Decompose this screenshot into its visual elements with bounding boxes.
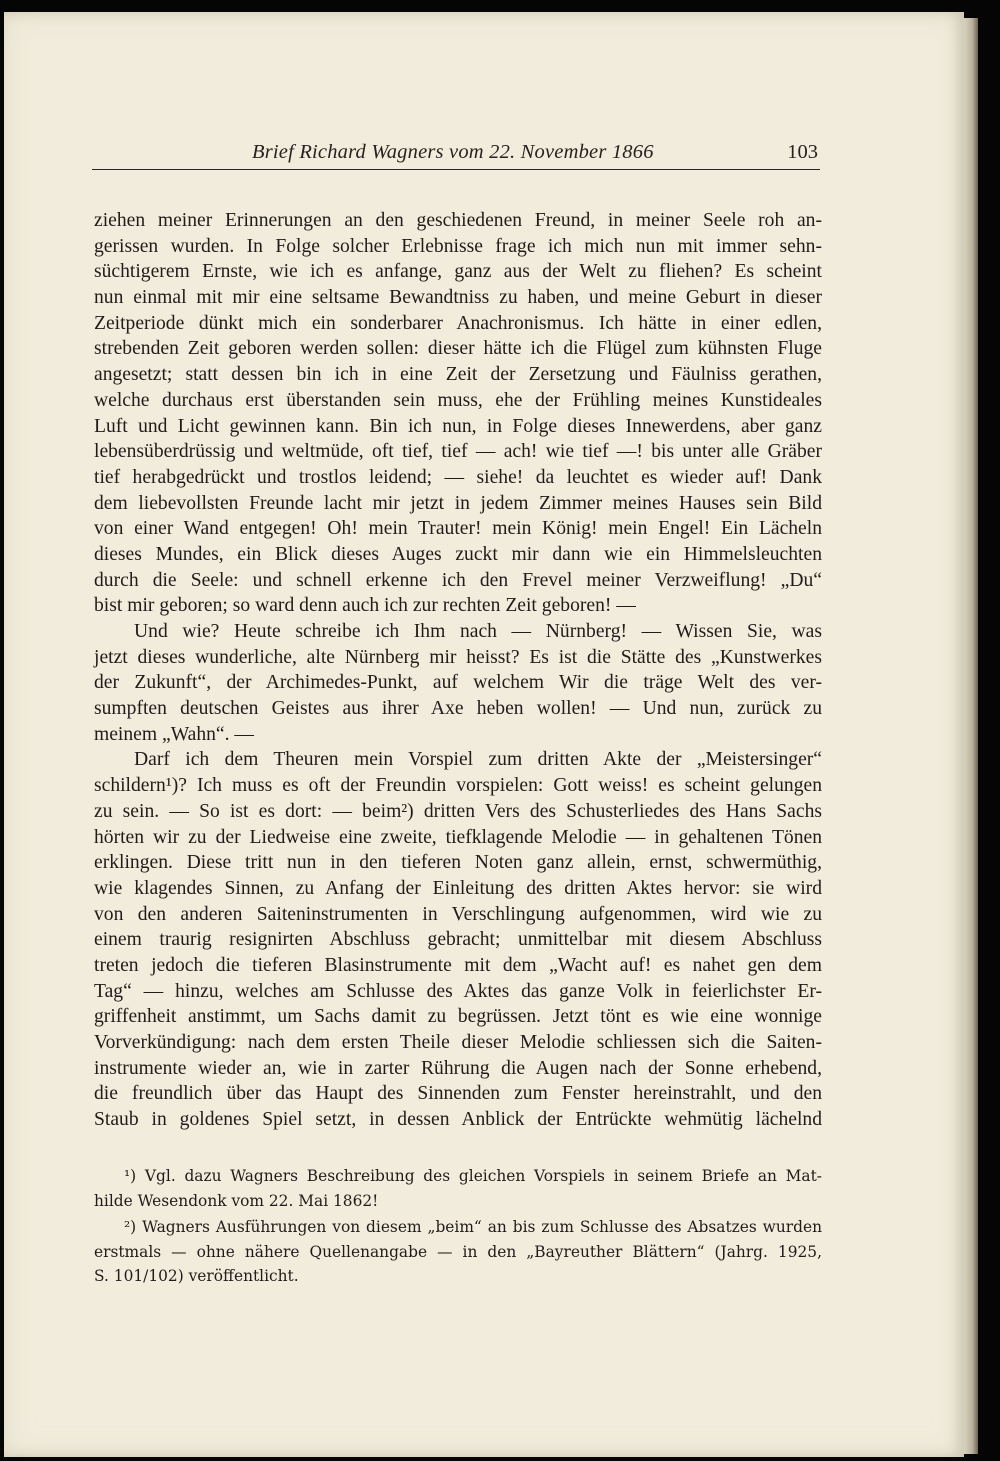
- text-line: ziehen meiner Erinnerungen an den geschiedenen Freund, in meiner Seele roh an-: [94, 210, 822, 231]
- text-line: Darf ich dem Theuren mein Vorspiel zum dritten Akte der „Meistersinger“: [134, 749, 822, 771]
- text-line: instrumente wieder an, wie in zarter Rührung die Augen nach der Sonne erhebend,: [94, 1057, 822, 1079]
- text-line: angesetzt; statt dessen bin ich in eine Zeit der Zersetzung und Fäulniss gerathen,: [94, 364, 822, 386]
- text-line: tief herabgedrückt und trostlos leidend; — siehe! da leuchtet es wieder auf! Dank: [94, 466, 822, 488]
- footnote-line: hilde Wesendonk vom 22. Mai 1862!: [94, 1191, 379, 1210]
- text-line: Tag“ — hinzu, welches am Schlusse des Aktes das ganze Volk in feierlichster Er-: [94, 980, 822, 1002]
- text-line: der Zukunft“, der Archimedes-Punkt, auf welchem Wir die träge Welt des ver-: [94, 672, 822, 694]
- text-line: lebensüberdrüssig und weltmüde, oft tief, tief — ach! wie tief —! bis unter alle Gräber: [94, 441, 822, 463]
- page-edge: [964, 18, 978, 1454]
- text-line: Zeitperiode dünkt mich ein sonderbarer Anachronismus. Ich hätte in einer edlen,: [94, 312, 822, 334]
- page-number: 103: [787, 141, 818, 163]
- text-line: durch die Seele: und schnell erkenne ich den Frevel meiner Verzweiflung! „Du“: [94, 569, 822, 591]
- text-line: hörten wir zu der Liedweise eine zweite, tiefklagende Melodie — in gehaltenen Tönen: [94, 826, 822, 848]
- text-line: sumpften deutschen Geistes aus ihrer Axe heben wollen! — Und nun, zurück zu: [94, 698, 822, 720]
- footnotes: [94, 1164, 822, 1289]
- text-line: Staub in goldenes Spiel setzt, in dessen Anblick der Entrückte wehmütig lächelnd: [94, 1109, 822, 1131]
- text-line: griffenheit anstimmt, um Sachs damit zu begrüssen. Jetzt tönt es wie eine wonnige: [94, 1006, 822, 1028]
- running-head: [92, 139, 820, 170]
- text-line: Vorverkündigung: nach dem ersten Theile dieser Melodie schliessen sich die Saiten-: [94, 1032, 822, 1053]
- body-text: [94, 208, 822, 1133]
- footnote-line: S. 101/102) veröffentlicht.: [94, 1267, 299, 1285]
- text-line: welche durchaus erst überstanden sein muss, ehe der Frühling meines Kunstideales: [94, 389, 822, 411]
- text-line: nun einmal mit mir eine seltsame Bewandtniss zu haben, und meine Geburt in dieser: [94, 287, 822, 309]
- text-line: gerissen wurden. In Folge solcher Erlebnisse frage ich mich nun mit immer sehn-: [94, 235, 822, 257]
- text-line: süchtigerem Ernste, wie ich es anfange, ganz aus der Welt zu fliehen? Es scheint: [94, 261, 822, 283]
- text-line: jetzt dieses wunderliche, alte Nürnberg mir heisst? Es ist die Stätte des „Kunstwerkes: [94, 646, 822, 668]
- text-line: meinem „Wahn“. —: [94, 723, 255, 745]
- text-line: strebenden Zeit geboren werden sollen: dieser hätte ich die Flügel zum kühnsten Fluge: [94, 338, 822, 360]
- footnote-line: ¹) Vgl. dazu Wagners Beschreibung des gleichen Vorspiels in seinem Briefe an Mat-: [124, 1167, 822, 1185]
- running-title: Brief Richard Wagners vom 22. November 1866: [252, 141, 654, 163]
- book-page: [4, 12, 964, 1457]
- text-line: schildern¹)? Ich muss es oft der Freundin vorspielen: Gott weiss! es scheint gelungen: [94, 775, 822, 797]
- text-line: Und wie? Heute schreibe ich Ihm nach — Nürnberg! — Wissen Sie, was: [134, 621, 822, 642]
- text-line: erklingen. Diese tritt nun in den tieferen Noten ganz allein, ernst, schwermüthig,: [94, 852, 822, 874]
- text-line: von den anderen Saiteninstrumenten in Verschlingung aufgenommen, wird wie zu: [94, 903, 822, 925]
- text-line: bist mir geboren; so ward denn auch ich zur rechten Zeit geboren! —: [94, 595, 636, 617]
- text-line: Luft und Licht gewinnen kann. Bin ich nun, in Folge dieses Innewerdens, aber ganz: [94, 415, 822, 437]
- text-line: dem liebevollsten Freunde lacht mir jetzt in jedem Zimmer meines Hauses sein Bild: [94, 492, 822, 514]
- text-line: treten jedoch die tieferen Blasinstrumente mit dem „Wacht auf! es nahet gen dem: [94, 954, 822, 976]
- footnote-line: erstmals — ohne nähere Quellenangabe — in den „Bayreuther Blättern“ (Jahrg. 1925,: [94, 1242, 822, 1261]
- text-line: die freundlich über das Haupt des Sinnenden zum Fenster hereinstrahlt, und den: [94, 1083, 822, 1105]
- text-line: wie klagendes Sinnen, zu Anfang der Einleitung des dritten Aktes hervor: sie wird: [94, 877, 822, 899]
- text-line: zu sein. — So ist es dort: — beim²) dritten Vers des Schusterliedes des Hans Sachs: [94, 800, 822, 822]
- text-line: dieses Mundes, ein Blick dieses Auges zuckt mir dann wie ein Himmelsleuchten: [94, 543, 822, 565]
- text-line: von einer Wand entgegen! Oh! mein Trauter! mein König! mein Engel! Ein Lächeln: [94, 518, 822, 540]
- text-line: einem traurig resignirten Abschluss gebracht; unmittelbar mit diesem Abschluss: [94, 929, 822, 951]
- footnote-line: ²) Wagners Ausführungen von diesem „beim“ an bis zum Schlusse des Absatzes wurden: [124, 1218, 822, 1236]
